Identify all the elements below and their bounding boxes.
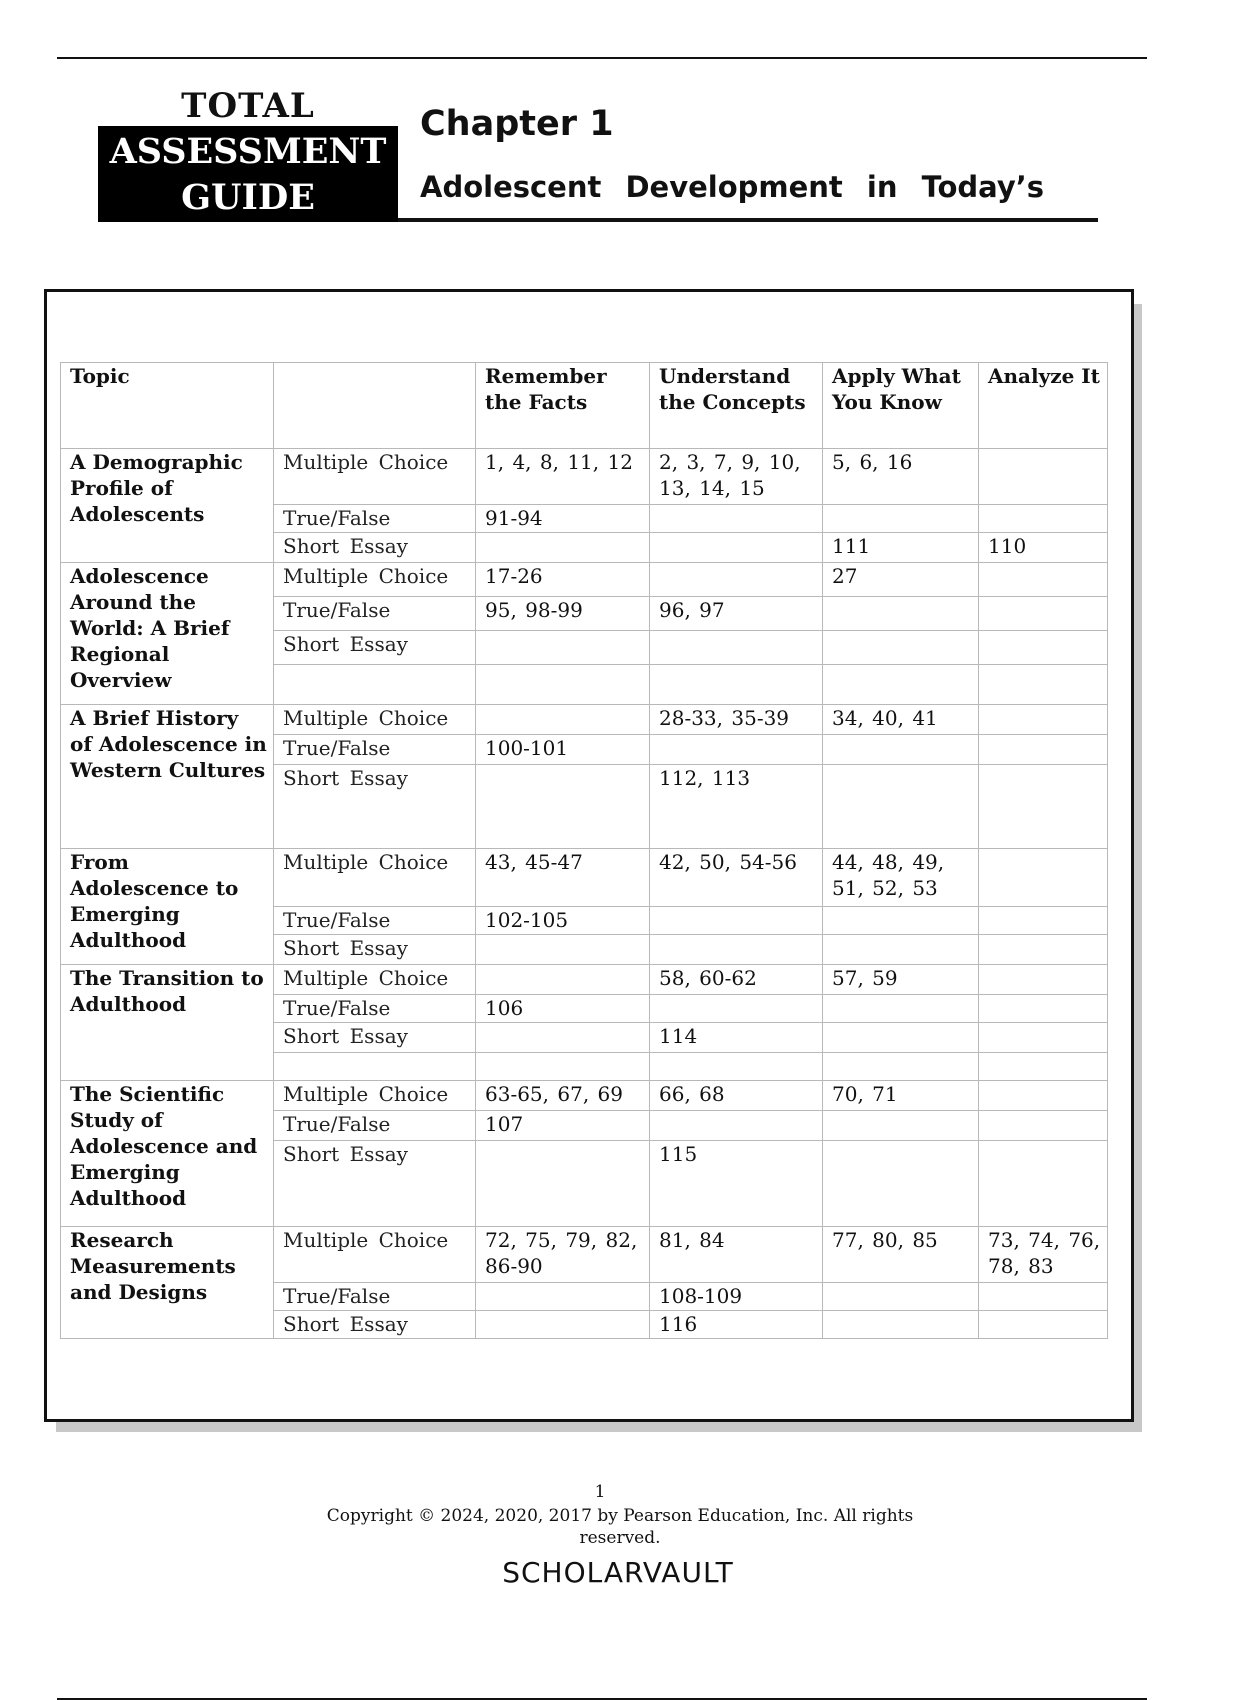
chapter-title: Chapter 1 [420,104,614,144]
apply-cell [823,1053,979,1081]
remember-cell: 72, 75, 79, 82, 86-90 [476,1227,650,1283]
understand-cell [650,995,823,1023]
format-cell: Multiple Choice [274,1227,476,1283]
remember-cell: 1, 4, 8, 11, 12 [476,449,650,505]
remember-cell [476,965,650,995]
understand-cell: 116 [650,1311,823,1339]
format-cell: Short Essay [274,1311,476,1339]
analyze-cell [979,907,1108,935]
understand-cell [650,631,823,665]
analyze-cell [979,1111,1108,1141]
format-cell: Multiple Choice [274,849,476,907]
apply-cell: 70, 71 [823,1081,979,1111]
remember-cell: 95, 98-99 [476,597,650,631]
analyze-cell [979,1311,1108,1339]
header-row [61,363,1108,449]
table-row [61,1227,1108,1283]
analyze-cell [979,631,1108,665]
table-row [61,563,1108,597]
understand-cell: 115 [650,1141,823,1227]
col-header-format [274,363,476,449]
understand-cell: 42, 50, 54-56 [650,849,823,907]
remember-cell [476,665,650,705]
table-row [61,965,1108,995]
apply-cell: 77, 80, 85 [823,1227,979,1283]
analyze-cell [979,597,1108,631]
remember-cell [476,1141,650,1227]
format-cell: Short Essay [274,631,476,665]
apply-cell [823,1023,979,1053]
apply-cell: 27 [823,563,979,597]
format-cell: Multiple Choice [274,563,476,597]
format-cell: True/False [274,505,476,533]
analyze-cell: 73, 74, 76, 78, 83 [979,1227,1108,1283]
format-cell: Multiple Choice [274,965,476,995]
understand-cell [650,1053,823,1081]
title-rule [398,218,1098,222]
topic-cell: The Scientific Study of Adolescence and Emerging Adulthood [61,1081,274,1227]
copyright-notice: Copyright © 2024, 2020, 2017 by Pearson Education, Inc. All rights reserved. [326,1506,914,1548]
format-cell [274,1053,476,1081]
format-cell: True/False [274,735,476,765]
col-header-analyze: Analyze It [979,363,1108,449]
remember-cell: 63-65, 67, 69 [476,1081,650,1111]
apply-cell [823,995,979,1023]
table-row [61,705,1108,735]
apply-cell [823,665,979,705]
apply-cell [823,1311,979,1339]
understand-cell [650,907,823,935]
format-cell: Short Essay [274,533,476,563]
assessment-table [60,362,1108,1339]
format-cell: Multiple Choice [274,1081,476,1111]
apply-cell: 111 [823,533,979,563]
apply-cell: 57, 59 [823,965,979,995]
remember-cell [476,705,650,735]
understand-cell: 112, 113 [650,765,823,849]
format-cell: Short Essay [274,1141,476,1227]
table-row [61,449,1108,505]
remember-cell [476,1311,650,1339]
analyze-cell [979,765,1108,849]
remember-cell: 102-105 [476,907,650,935]
analyze-cell [979,995,1108,1023]
apply-cell [823,907,979,935]
understand-cell: 114 [650,1023,823,1053]
understand-cell [650,1111,823,1141]
col-header-topic: Topic [61,363,274,449]
understand-cell: 81, 84 [650,1227,823,1283]
col-header-apply: Apply What You Know [823,363,979,449]
remember-cell: 91-94 [476,505,650,533]
remember-cell [476,1023,650,1053]
apply-cell [823,735,979,765]
analyze-cell [979,1023,1108,1053]
topic-cell: A Demographic Profile of Adolescents [61,449,274,563]
analyze-cell [979,563,1108,597]
understand-cell [650,935,823,965]
analyze-cell [979,705,1108,735]
format-cell: True/False [274,1111,476,1141]
format-cell: Multiple Choice [274,449,476,505]
remember-cell: 107 [476,1111,650,1141]
understand-cell [650,665,823,705]
apply-cell [823,631,979,665]
understand-cell: 108-109 [650,1283,823,1311]
apply-cell: 44, 48, 49, 51, 52, 53 [823,849,979,907]
remember-cell [476,765,650,849]
apply-cell: 5, 6, 16 [823,449,979,505]
apply-cell: 34, 40, 41 [823,705,979,735]
logo-line-1: TOTAL [181,86,315,126]
analyze-cell [979,665,1108,705]
apply-cell [823,1141,979,1227]
remember-cell [476,1283,650,1311]
analyze-cell [979,1081,1108,1111]
topic-cell: Research Measurements and Designs [61,1227,274,1339]
format-cell: True/False [274,995,476,1023]
remember-cell [476,533,650,563]
remember-cell: 17-26 [476,563,650,597]
format-cell [274,665,476,705]
format-cell: Multiple Choice [274,705,476,735]
topic-cell: The Transition to Adulthood [61,965,274,1081]
remember-cell: 100-101 [476,735,650,765]
apply-cell [823,597,979,631]
analyze-cell [979,849,1108,907]
analyze-cell [979,1053,1108,1081]
page-number: 1 [594,1482,606,1502]
format-cell: True/False [274,597,476,631]
analyze-cell [979,735,1108,765]
analyze-cell [979,505,1108,533]
format-cell: True/False [274,907,476,935]
logo-line-3: GUIDE [181,177,315,218]
table-row [61,849,1108,907]
understand-cell [650,505,823,533]
table-row [61,1081,1108,1111]
remember-cell [476,935,650,965]
analyze-cell: 110 [979,533,1108,563]
understand-cell [650,735,823,765]
col-header-remember: Remember the Facts [476,363,650,449]
understand-cell [650,533,823,563]
top-rule [57,57,1147,59]
remember-cell: 43, 45-47 [476,849,650,907]
apply-cell [823,1283,979,1311]
format-cell: Short Essay [274,935,476,965]
total-assessment-guide-logo [98,86,398,222]
remember-cell [476,1053,650,1081]
remember-cell: 106 [476,995,650,1023]
apply-cell [823,765,979,849]
understand-cell [650,563,823,597]
col-header-understand: Understand the Concepts [650,363,823,449]
remember-cell [476,631,650,665]
topic-cell: Adolescence Around the World: A Brief Regional Overview [61,563,274,705]
topic-cell: From Adolescence to Emerging Adulthood [61,849,274,965]
understand-cell: 2, 3, 7, 9, 10, 13, 14, 15 [650,449,823,505]
analyze-cell [979,1283,1108,1311]
logo-line-2: ASSESSMENT [109,131,387,172]
understand-cell: 58, 60-62 [650,965,823,995]
understand-cell: 96, 97 [650,597,823,631]
chapter-subtitle: Adolescent Development in Today’s [420,170,1045,204]
format-cell: Short Essay [274,765,476,849]
format-cell: True/False [274,1283,476,1311]
understand-cell: 28-33, 35-39 [650,705,823,735]
analyze-cell [979,965,1108,995]
format-cell: Short Essay [274,1023,476,1053]
watermark: SCHOLARVAULT [502,1556,734,1589]
analyze-cell [979,449,1108,505]
apply-cell [823,505,979,533]
apply-cell [823,935,979,965]
apply-cell [823,1111,979,1141]
analyze-cell [979,1141,1108,1227]
understand-cell: 66, 68 [650,1081,823,1111]
topic-cell: A Brief History of Adolescence in Western Cultures [61,705,274,849]
analyze-cell [979,935,1108,965]
